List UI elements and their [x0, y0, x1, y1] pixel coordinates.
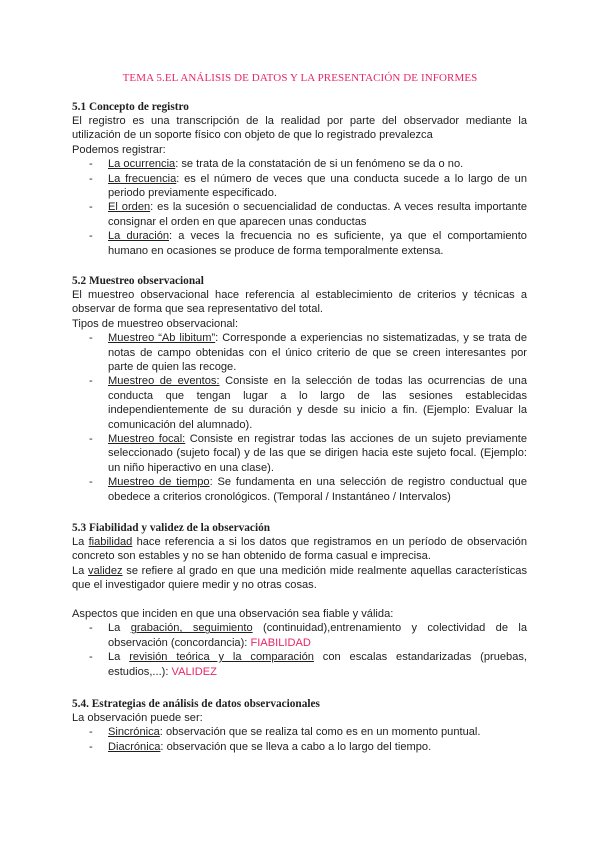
bullet-list: [72, 621, 527, 679]
bullet-list: [72, 331, 527, 504]
list-item: [72, 475, 527, 504]
list-item: [72, 432, 527, 475]
section-heading: 5.1 Concepto de registro: [72, 101, 189, 113]
list-item: [72, 172, 527, 201]
list-text: : es la sucesión o secuencialidad de conductas. A veces resulta importante consignar el orden en que aparecen unas conductas: [108, 201, 527, 228]
section-concepto-registro: [72, 100, 527, 258]
text-run: La: [72, 536, 89, 548]
paragraph: El muestreo observacional hace referencia al establecimiento de criterios y técnicas a observar de forma que sea representativo del total.: [72, 289, 527, 316]
paragraph: [72, 535, 527, 564]
list-text: : observación que se realiza tal como es en un momento puntual.: [159, 726, 481, 739]
list-text: : Corresponde a experiencias no sistematizadas, y se trata de notas de campo obtenidas con el único criterio de que se creen interesantes por parte de quien las recoge.: [108, 332, 527, 374]
list-term: revisión teórica y la comparación: [129, 651, 314, 664]
bullet-list: [72, 157, 527, 258]
list-text: : observación que se lleva a cabo a lo largo del tiempo.: [160, 740, 432, 753]
text-run: La: [108, 651, 130, 664]
list-item: [72, 331, 527, 374]
list-item: [72, 740, 527, 754]
label-fiabilidad: FIABILIDAD: [250, 636, 311, 649]
list-text: : es el número de veces que una conducta sucede a lo largo de un periodo previamente especificado.: [108, 172, 527, 200]
paragraph: La observación puede ser:: [72, 712, 203, 724]
section-fiabilidad-validez: [72, 521, 527, 679]
list-item: [72, 621, 527, 650]
text-run: La: [108, 622, 131, 635]
section-heading: 5.3 Fiabilidad y validez de la observación: [72, 522, 271, 534]
page-title: TEMA 5.EL ANÁLISIS DE DATOS Y LA PRESENTACIÓN DE INFORMES: [122, 72, 478, 84]
list-text: con escalas estandarizadas (pruebas, estudios,...):: [108, 651, 528, 678]
paragraph: Aspectos que inciden en que una observación sea fiable y válida:: [72, 608, 394, 621]
label-validez: VALIDEZ: [171, 665, 217, 678]
list-item: [72, 650, 527, 679]
list-text: : se trata de la constatación de si un fenómeno se da o no.: [175, 158, 464, 171]
list-text: : Se fundamenta en una selección de registro conductual que obedece a criterios cronológicos. (Temporal / Instantáneo / Intervalos): [108, 476, 528, 503]
text-run: La: [72, 564, 89, 577]
list-term: La duración: [108, 230, 170, 243]
list-term: Muestreo “Ab libitum”: [108, 332, 216, 345]
section-heading: 5.2 Muestreo observacional: [72, 275, 204, 287]
section-muestreo-observacional: [72, 274, 527, 504]
list-term: Diacrónica: [108, 740, 161, 753]
paragraph: Podemos registrar:: [72, 143, 166, 156]
term-fiabilidad: fiabilidad: [88, 536, 133, 548]
list-item: [72, 157, 527, 171]
list-term: Muestreo focal:: [108, 433, 186, 446]
paragraph: [72, 564, 527, 593]
section-estrategias-analisis: [72, 697, 527, 754]
list-item: [72, 229, 527, 258]
list-term: grabación, seguimiento: [130, 622, 253, 635]
list-term: La ocurrencia: [108, 158, 176, 171]
paragraph: El registro es una transcripción de la realidad por parte del observador mediante la utilización de un soporte físico con objeto de que lo registrado prevalezca: [72, 115, 527, 142]
list-term: Sincrónica: [108, 726, 160, 739]
list-term: El orden: [108, 201, 151, 214]
list-item: [72, 200, 527, 229]
text-run: hace referencia a si los datos que registramos en un período de observación concreto son estables y no se han obtenido de forma casual e imprecisa.: [72, 536, 527, 563]
list-item: [72, 374, 527, 432]
list-term: Muestreo de tiempo: [108, 476, 210, 489]
list-term: La frecuencia: [108, 172, 177, 185]
bullet-list: [72, 725, 527, 754]
list-item: [72, 725, 527, 739]
list-text: : a veces la frecuencia no es suficiente, ya que el comportamiento humano en ocasiones se produce de forma temporalmente extensa.: [108, 230, 527, 257]
list-text: Consiste en la selección de todas las ocurrencias de una conducta que tengan lugar a lo largo de las sesiones establecidas independientemente de su duración y desde su inicio a fin. (Ejemplo: Evaluar la comunicación del alumnado).: [108, 375, 527, 431]
paragraph: Tipos de muestreo observacional:: [72, 317, 239, 330]
text-run: se refiere al grado en que una medición mide realmente aquellas características que el investigador quiere medir y no otras cosas.: [72, 564, 527, 592]
list-term: Muestreo de eventos:: [108, 375, 220, 388]
spacer: [72, 593, 527, 607]
list-text: (continuidad),entrenamiento y colectividad de la observación (concordancia):: [108, 622, 527, 649]
section-heading: 5.4. Estrategias de análisis de datos observacionales: [72, 698, 320, 710]
term-validez: validez: [88, 564, 123, 577]
list-text: Consiste en registrar todas las acciones de un sujeto previamente seleccionado (sujeto focal) y de las que se dirigen hacia este sujeto focal. (Ejemplo: un niño hiperactivo en una clase).: [108, 433, 528, 474]
